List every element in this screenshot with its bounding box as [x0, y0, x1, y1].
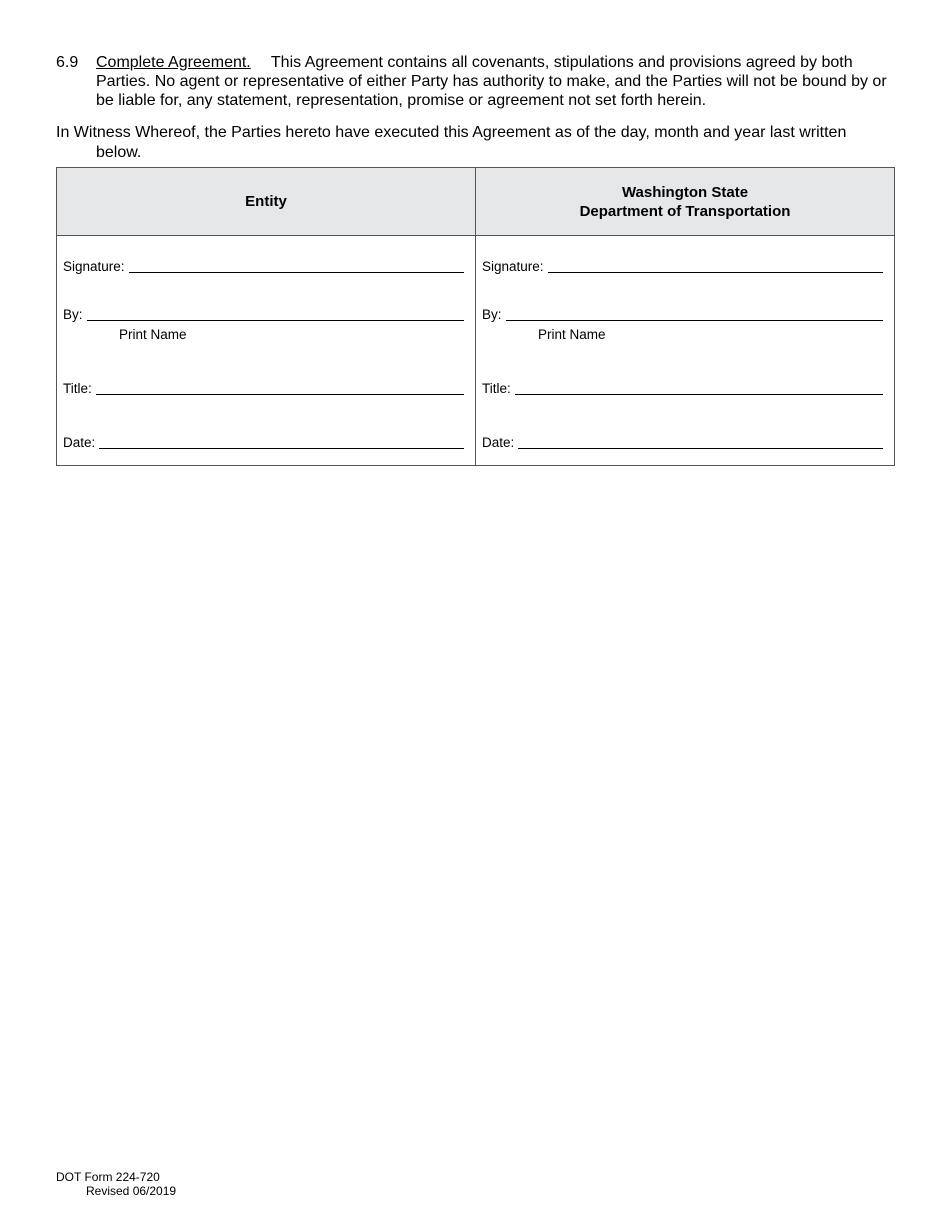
date-label: Date: [482, 435, 515, 450]
wsdot-signature-field[interactable] [482, 258, 883, 274]
wsdot-date-field[interactable] [482, 434, 883, 450]
witness-statement: In Witness Whereof, the Parties hereto have executed this Agreement as of the day, month and year last written below. [56, 124, 847, 161]
title-line[interactable] [515, 393, 883, 395]
entity-header-text: Entity [245, 193, 287, 210]
entity-header [57, 168, 476, 236]
by-label: By: [482, 307, 502, 322]
signature-table [56, 167, 895, 466]
entity-title-field[interactable] [63, 380, 464, 396]
form-footer [56, 1170, 176, 1198]
signature-line[interactable] [548, 271, 883, 273]
form-number: DOT Form 224-720 [56, 1170, 160, 1184]
title-label: Title: [482, 381, 511, 396]
by-line[interactable] [87, 319, 464, 321]
clause-number: 6.9 [56, 54, 79, 71]
wsdot-title-field[interactable] [482, 380, 883, 396]
clause-body [96, 53, 896, 110]
form-revision: Revised 06/2019 [86, 1184, 177, 1198]
print-name-caption: Print Name [119, 327, 187, 342]
signature-line[interactable] [129, 271, 464, 273]
entity-date-field[interactable] [63, 434, 464, 450]
clause-heading: Complete Agreement. [96, 54, 251, 71]
clause-6-9 [56, 53, 896, 110]
wsdot-header-line2: Department of Transportation [579, 202, 791, 220]
date-line[interactable] [99, 447, 464, 449]
date-line[interactable] [518, 447, 883, 449]
by-label: By: [63, 307, 83, 322]
entity-signature-block [57, 236, 476, 466]
signature-label: Signature: [482, 259, 544, 274]
signature-label: Signature: [63, 259, 125, 274]
entity-by-field[interactable] [63, 306, 464, 322]
wsdot-header-line1: Washington State [621, 183, 749, 201]
wsdot-by-field[interactable] [482, 306, 883, 322]
title-line[interactable] [96, 393, 464, 395]
wsdot-header [476, 168, 895, 236]
wsdot-signature-block [476, 236, 895, 466]
title-label: Title: [63, 381, 92, 396]
date-label: Date: [63, 435, 96, 450]
print-name-caption: Print Name [538, 327, 606, 342]
by-line[interactable] [506, 319, 883, 321]
entity-signature-field[interactable] [63, 258, 464, 274]
clause-text: This Agreement contains all covenants, stipulations and provisions agreed by both Parties. No agent or representative of either Party has authority to make, and the Parties will not be bound by or be liable for, any statement, representation, promise or agreement not set forth herein. [96, 54, 887, 109]
